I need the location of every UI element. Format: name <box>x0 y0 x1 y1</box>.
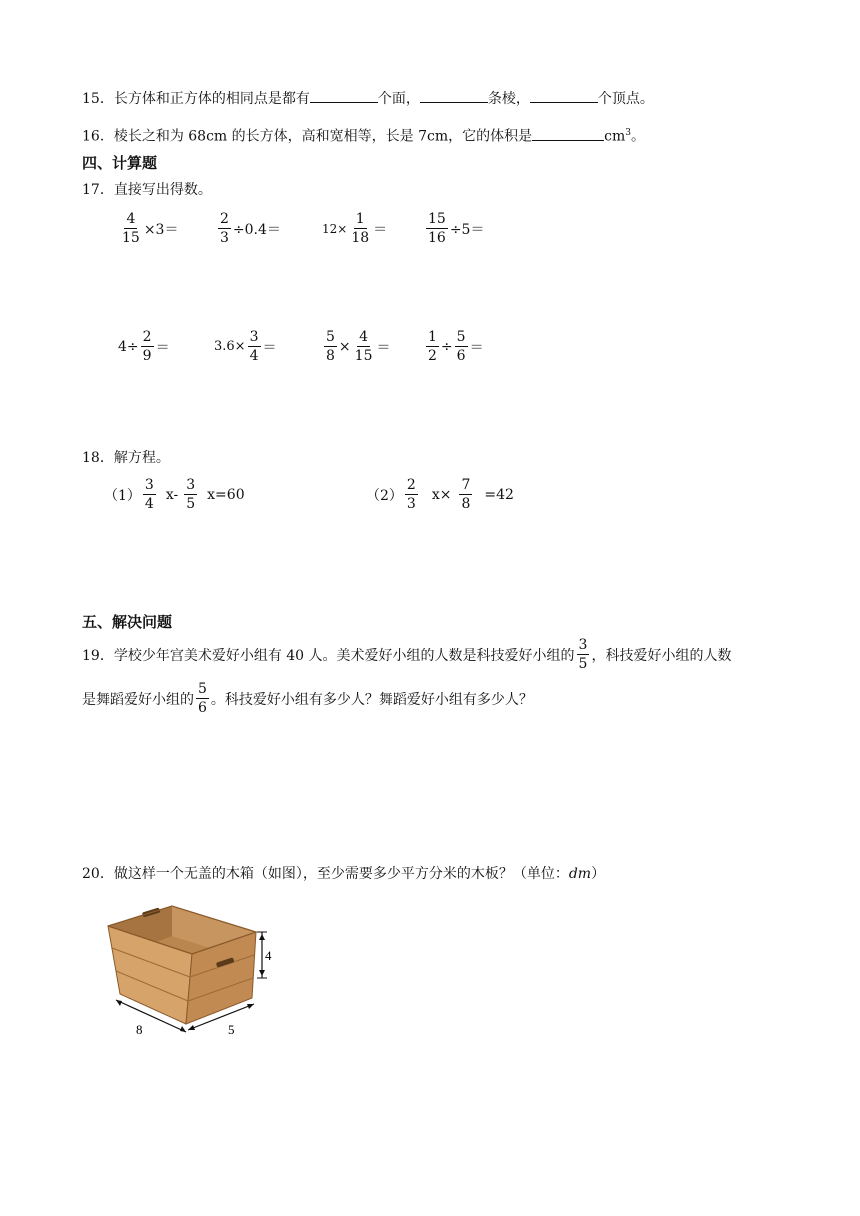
equation-2: （2） $\frac{2}{3}$ x× $\frac{7}{8}$ =42 <box>366 477 514 512</box>
fraction: $\frac{4}{15}$ <box>122 211 140 246</box>
question-18: 18．解方程。 <box>82 450 170 466</box>
question-17: 17．直接写出得数。 <box>82 182 212 198</box>
section-heading-problems: 五、解决问题 <box>82 613 173 631</box>
fraction: $\frac{5}{8}$ <box>326 329 335 364</box>
fraction: $\frac{4}{15}$ <box>354 329 373 364</box>
wooden-box-figure <box>98 898 288 1038</box>
calc-item: 3.6× $\frac{3}{4}$ ＝ <box>214 329 277 364</box>
calc-item: $\frac{4}{15}$ ×3＝ <box>122 211 179 246</box>
fraction: $\frac{2}{3}$ <box>406 477 416 512</box>
answer-blank[interactable] <box>420 88 488 103</box>
calc-item: 12× $\frac{1}{18}$ ＝ <box>322 211 388 246</box>
answer-blank[interactable] <box>310 88 378 103</box>
question-15: 15．长方体和正方体的相同点是都有 个面， 条棱， 个顶点。 <box>82 88 654 109</box>
fraction: $\frac{5}{6}$ <box>198 681 207 716</box>
equation-1: （1） $\frac{3}{4}$ x- $\frac{3}{5}$ x=60 <box>104 477 245 512</box>
question-20: 20．做这样一个无盖的木箱（如图），至少需要多少平方分米的木板？（单位：dm） <box>82 866 606 882</box>
fraction: $\frac{5}{6}$ <box>456 329 466 364</box>
answer-blank[interactable] <box>532 126 604 141</box>
answer-blank[interactable] <box>530 88 598 103</box>
fraction: $\frac{1}{18}$ <box>351 211 370 246</box>
fraction: $\frac{2}{3}$ <box>220 211 229 246</box>
calc-item: 4÷ $\frac{2}{9}$ ＝ <box>118 329 170 364</box>
fraction: $\frac{3}{4}$ <box>144 477 154 512</box>
height-label: 4 <box>265 948 272 963</box>
calc-item: $\frac{15}{16}$ ÷5＝ <box>428 211 485 246</box>
fraction: $\frac{3}{4}$ <box>249 329 259 364</box>
calc-item: $\frac{1}{2}$ ÷ $\frac{5}{6}$ ＝ <box>428 329 484 364</box>
question-19-line-1: 19． 学校少年宫美术爱好小组有 40 人。美术爱好小组的人数是科技爱好小组的 $\frac{3}{5}$ ，科技爱好小组的人数 <box>82 637 732 672</box>
fraction: $\frac{3}{5}$ <box>578 637 588 672</box>
width-label: 5 <box>228 1022 235 1037</box>
question-19-line-2: 是舞蹈爱好小组的 $\frac{5}{6}$ 。科技爱好小组有多少人？舞蹈爱好小组有多少人？ <box>82 681 533 716</box>
fraction: $\frac{15}{16}$ <box>428 211 446 246</box>
fraction: $\frac{1}{2}$ <box>428 329 437 364</box>
fraction: $\frac{7}{8}$ <box>461 477 471 512</box>
fraction: $\frac{3}{5}$ <box>186 477 196 512</box>
question-16: 16．棱长之和为 68cm 的长方体，高和宽相等，长是 7cm，它的体积是 $cm^3$。 <box>82 123 645 147</box>
fraction: $\frac{2}{9}$ <box>142 329 152 364</box>
length-label: 8 <box>136 1022 143 1037</box>
section-heading-calculation: 四、计算题 <box>82 154 158 172</box>
calc-item: $\frac{2}{3}$ ÷0.4＝ <box>220 211 281 246</box>
calc-item: $\frac{5}{8}$ × $\frac{4}{15}$ ＝ <box>326 329 391 364</box>
